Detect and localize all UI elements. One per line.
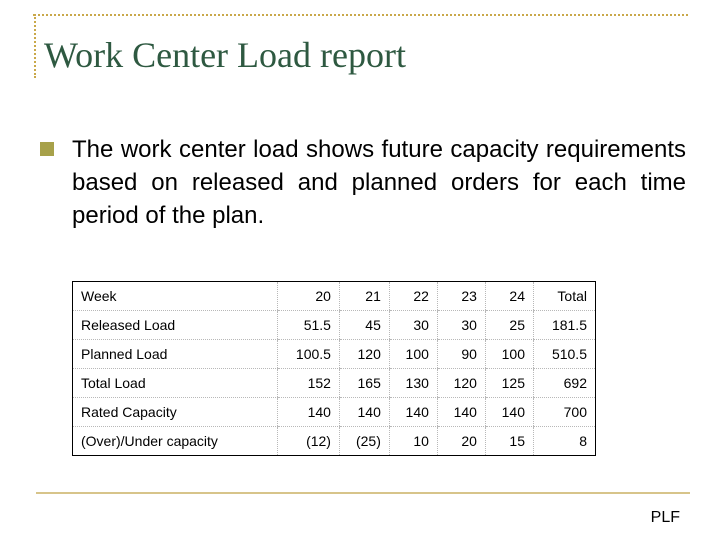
table-cell: 125	[485, 369, 533, 398]
table-cell: 181.5	[534, 311, 596, 340]
table-cell: 8	[534, 427, 596, 456]
table-cell: 165	[339, 369, 389, 398]
top-rule	[33, 14, 688, 16]
table-cell: 130	[389, 369, 437, 398]
row-label: Rated Capacity	[73, 398, 278, 427]
table-cell: 140	[437, 398, 485, 427]
footer-label: PLF	[650, 509, 680, 526]
table-cell: 30	[437, 311, 485, 340]
table-cell: 51.5	[278, 311, 340, 340]
slide-title: Work Center Load report	[44, 35, 406, 75]
row-label: Planned Load	[73, 340, 278, 369]
table-cell: 25	[485, 311, 533, 340]
table-row	[73, 340, 596, 369]
table-cell: 692	[534, 369, 596, 398]
table-row	[73, 282, 596, 311]
table-cell: 45	[339, 311, 389, 340]
table-cell: 152	[278, 369, 340, 398]
table-cell: 100	[485, 340, 533, 369]
table-cell: 140	[389, 398, 437, 427]
table-cell: 23	[437, 282, 485, 311]
table-cell: 510.5	[534, 340, 596, 369]
table-cell: 90	[437, 340, 485, 369]
table-cell: 30	[389, 311, 437, 340]
table-cell: 100	[389, 340, 437, 369]
row-label: Total Load	[73, 369, 278, 398]
bullet-text: The work center load shows future capacity requirements based on released and planned orders for each time period of the plan.	[72, 136, 686, 229]
table-cell: Total	[534, 282, 596, 311]
table-cell: 120	[339, 340, 389, 369]
row-label: Week	[73, 282, 278, 311]
row-label: (Over)/Under capacity	[81, 433, 218, 449]
table-cell: 22	[389, 282, 437, 311]
table-cell: 140	[339, 398, 389, 427]
square-bullet-icon	[40, 142, 54, 156]
table-cell: 120	[437, 369, 485, 398]
table-cell: 140	[485, 398, 533, 427]
table-row	[73, 311, 596, 340]
row-label: Released Load	[73, 311, 278, 340]
table-row	[73, 398, 596, 427]
table-cell: 700	[534, 398, 596, 427]
table-cell: 100.5	[278, 340, 340, 369]
table-cell: (25)	[339, 427, 389, 456]
work-center-load-table	[72, 281, 596, 456]
table-cell: 140	[278, 398, 340, 427]
table-cell: 15	[485, 427, 533, 456]
table-cell: 20	[278, 282, 340, 311]
table-cell: 24	[485, 282, 533, 311]
table-row	[73, 427, 596, 456]
table-cell: (12)	[278, 427, 340, 456]
left-rule	[34, 14, 36, 78]
table-cell: 21	[339, 282, 389, 311]
table-cell: 10	[389, 427, 437, 456]
bottom-rule	[36, 492, 690, 494]
table-cell: 20	[437, 427, 485, 456]
table-row	[73, 369, 596, 398]
